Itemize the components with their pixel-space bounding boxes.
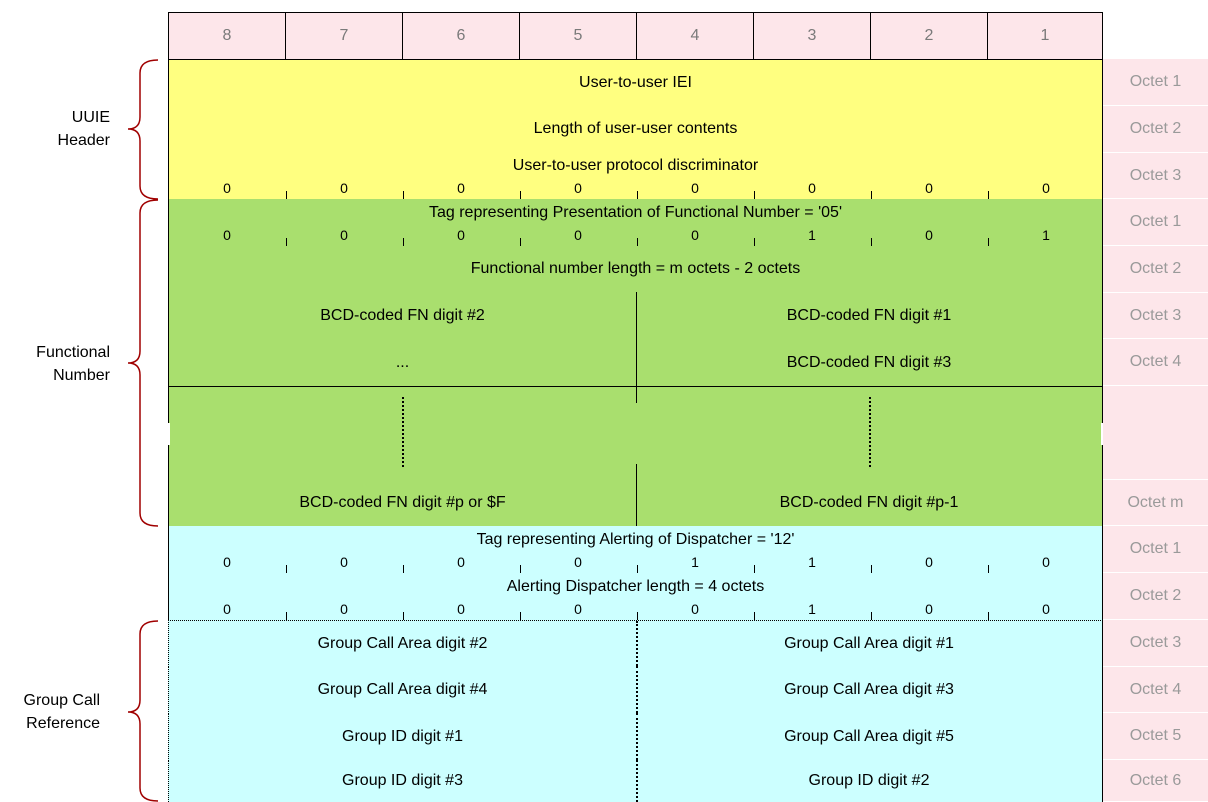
bit-value: 0	[574, 180, 582, 196]
bit-separator-tick	[754, 238, 755, 246]
bit-value: 0	[925, 180, 933, 196]
bit-number-1: 1	[987, 12, 1103, 60]
bit-value: 1	[808, 554, 816, 570]
bit-separator-tick	[286, 191, 287, 199]
fn-tag-row	[168, 199, 1103, 247]
ad-tag-row	[168, 526, 1103, 574]
bit-separator-tick	[871, 612, 872, 620]
octet-label: Octet 4	[1103, 667, 1208, 713]
bit-number-4: 4	[636, 12, 754, 60]
bit-value: 0	[457, 601, 465, 617]
bit-values	[169, 228, 1102, 246]
bit-value: 0	[925, 227, 933, 243]
bit-value: 0	[574, 601, 582, 617]
bit-value: 0	[574, 554, 582, 570]
uuie-pd-label: User-to-user protocol discriminator	[512, 157, 759, 174]
bit-number-5: 5	[519, 12, 637, 60]
octet-label: Octet 6	[1103, 760, 1208, 802]
bit-separator-tick	[520, 565, 521, 573]
bit-separator-tick	[637, 238, 638, 246]
octet-label: Octet 4	[1103, 339, 1208, 386]
fn-tag-label: Tag representing Presentation of Functional Number = '05'	[428, 204, 842, 221]
bit-value: 0	[1042, 601, 1050, 617]
bit-value: 0	[691, 227, 699, 243]
group-label-group-call-reference	[0, 689, 100, 735]
gcr-id-digit-1-label: Group ID digit #1	[342, 727, 463, 745]
bit-value: 0	[223, 180, 231, 196]
fn-digit-2-label: BCD-coded FN digit #2	[320, 306, 485, 324]
bit-separator-tick	[403, 191, 404, 199]
bit-value: 0	[457, 227, 465, 243]
nibble-divider-stub	[636, 464, 637, 480]
bit-value: 0	[925, 554, 933, 570]
bit-value: 1	[808, 227, 816, 243]
ad-length-label: Alerting Dispatcher length = 4 octets	[506, 578, 765, 595]
bit-value: 0	[691, 601, 699, 617]
fn-continuation-block	[168, 386, 1103, 481]
group-brace	[120, 59, 160, 200]
octet-label: Octet 2	[1103, 573, 1208, 620]
ad-length-row	[168, 573, 1103, 621]
ad-tag-label: Tag representing Alerting of Dispatcher = '12'	[476, 531, 795, 548]
bit-number-6: 6	[402, 12, 520, 60]
octet-label: Octet 2	[1103, 246, 1208, 293]
bit-separator-tick	[520, 191, 521, 199]
fn-digits-row	[168, 292, 1103, 340]
uuie-iei-row	[168, 59, 1103, 107]
group-label-line: UUIE	[71, 109, 110, 126]
bit-value: 0	[925, 601, 933, 617]
bit-value: 0	[340, 227, 348, 243]
octet-label: Octet m	[1103, 480, 1208, 526]
group-label-uuie-header	[20, 106, 110, 152]
group-label-functional-number	[10, 341, 110, 387]
bit-value: 0	[691, 180, 699, 196]
group-label-line: Group Call	[23, 692, 100, 709]
bit-separator-tick	[520, 612, 521, 620]
bit-value: 0	[340, 180, 348, 196]
continuation-dots	[402, 397, 404, 467]
bit-values	[169, 602, 1102, 620]
bit-separator-tick	[988, 565, 989, 573]
gcr-area-digit-3-label: Group Call Area digit #3	[784, 680, 954, 698]
bit-values	[169, 555, 1102, 573]
bit-separator-tick	[637, 191, 638, 199]
bit-separator-tick	[754, 191, 755, 199]
group-label-line: Reference	[26, 715, 100, 732]
bit-number-8: 8	[168, 12, 286, 60]
uuie-iei-label: User-to-user IEI	[579, 74, 692, 91]
bit-separator-tick	[754, 565, 755, 573]
octet-label: Octet 3	[1103, 620, 1208, 667]
bit-value: 0	[1042, 554, 1050, 570]
bit-value: 0	[574, 227, 582, 243]
bit-value: 0	[1042, 180, 1050, 196]
bit-separator-tick	[871, 565, 872, 573]
nibble-divider-stub	[636, 387, 637, 403]
bit-value: 0	[340, 601, 348, 617]
octet-label: Octet 3	[1103, 293, 1208, 339]
group-brace	[120, 620, 160, 802]
bit-separator-tick	[403, 612, 404, 620]
group-label-line: Number	[53, 367, 110, 384]
bit-number-2: 2	[870, 12, 988, 60]
fn-digit-p-1-label: BCD-coded FN digit #p-1	[779, 494, 959, 511]
bit-separator-tick	[286, 238, 287, 246]
bit-separator-tick	[871, 238, 872, 246]
bit-number-3: 3	[753, 12, 871, 60]
bit-value: 0	[223, 601, 231, 617]
bit-value: 0	[457, 554, 465, 570]
octet-label: Octet 1	[1103, 199, 1208, 246]
border-gap	[167, 423, 170, 445]
fn-digit-1-label: BCD-coded FN digit #1	[786, 306, 952, 324]
gcr-area-digit-1-label: Group Call Area digit #1	[784, 634, 954, 652]
bit-value: 1	[691, 554, 699, 570]
group-brace	[120, 199, 160, 527]
gcr-area-digit-4-label: Group Call Area digit #4	[317, 680, 488, 698]
uuie-length-label: Length of user-user contents	[533, 120, 738, 137]
bit-value: 0	[457, 180, 465, 196]
fn-digits-row	[168, 339, 1103, 387]
bit-separator-tick	[754, 612, 755, 620]
fn-length-label: Functional number length = m octets - 2 octets	[470, 260, 801, 277]
fn-digit-p-label: BCD-coded FN digit #p or $F	[299, 494, 506, 511]
bit-number-7: 7	[285, 12, 403, 60]
fn-length-row	[168, 246, 1103, 293]
octet-label: Octet 1	[1103, 59, 1208, 106]
octet-label: Octet 3	[1103, 153, 1208, 199]
octet-label: Octet 2	[1103, 106, 1208, 153]
group-label-line: Header	[57, 132, 110, 149]
bit-separator-tick	[286, 612, 287, 620]
gcr-row	[168, 620, 1103, 667]
gcr-area-digit-5-label: Group Call Area digit #5	[784, 727, 954, 745]
bit-values	[169, 181, 1102, 199]
bit-separator-tick	[988, 191, 989, 199]
gcr-row	[168, 760, 1103, 802]
bit-separator-tick	[988, 238, 989, 246]
bit-value: 1	[1042, 227, 1050, 243]
octet-spacer	[1103, 386, 1208, 480]
bit-separator-tick	[637, 565, 638, 573]
octet-label: Octet 5	[1103, 713, 1208, 760]
bit-separator-tick	[871, 191, 872, 199]
bit-separator-tick	[520, 238, 521, 246]
gcr-id-digit-3-label: Group ID digit #3	[342, 772, 463, 789]
gcr-row	[168, 713, 1103, 761]
bit-separator-tick	[988, 612, 989, 620]
bit-value: 0	[223, 227, 231, 243]
octet-label: Octet 1	[1103, 526, 1208, 573]
bit-separator-tick	[637, 612, 638, 620]
fn-ellipsis-label: ...	[395, 354, 410, 371]
continuation-dots	[869, 397, 871, 467]
bit-value: 0	[223, 554, 231, 570]
bit-separator-tick	[403, 238, 404, 246]
gcr-row	[168, 666, 1103, 714]
bit-value: 0	[808, 180, 816, 196]
fn-digit-3-label: BCD-coded FN digit #3	[786, 354, 952, 371]
bit-value: 0	[340, 554, 348, 570]
fn-digits-row	[168, 480, 1103, 527]
gcr-id-digit-2-label: Group ID digit #2	[808, 772, 930, 789]
group-label-line: Functional	[36, 344, 110, 361]
bit-value: 1	[808, 601, 816, 617]
gcr-area-digit-2-label: Group Call Area digit #2	[317, 634, 488, 652]
bit-separator-tick	[286, 565, 287, 573]
uuie-length-row	[168, 106, 1103, 153]
uuie-pd-row	[168, 152, 1103, 200]
bit-separator-tick	[403, 565, 404, 573]
